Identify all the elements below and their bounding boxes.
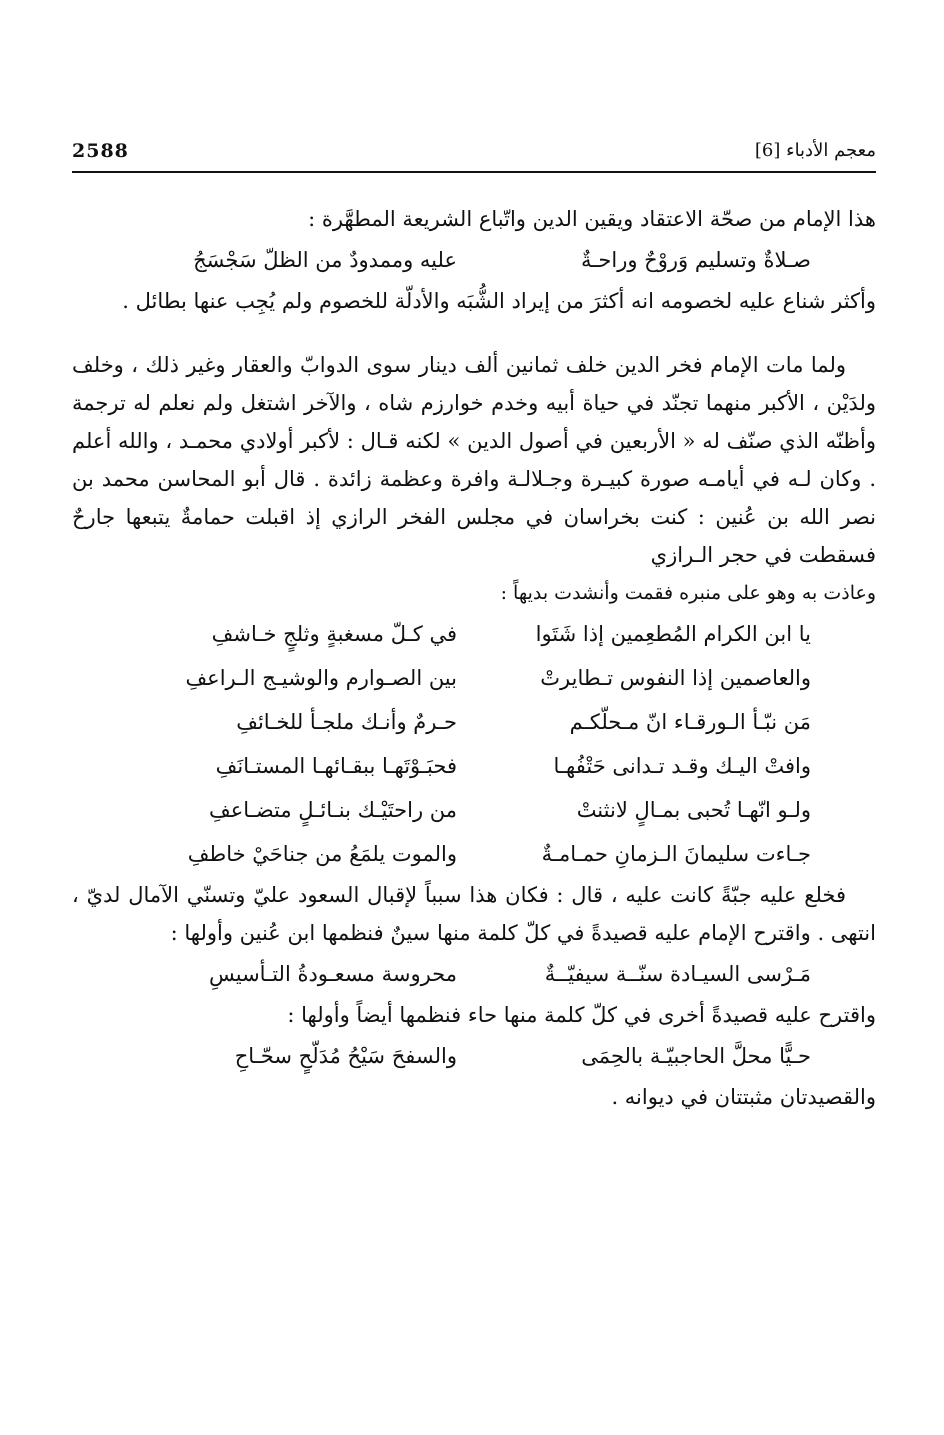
verse-second-hemistich: بين الصـوارم والوشيـج الـراعفِ [185,666,457,690]
verse-line [72,744,876,788]
paragraph: والقصيدتان مثبتتان في ديوانه . [611,1085,876,1109]
paragraph: واقترح عليه قصيدةً أخرى في كلّ كلمة منها حاء فنظمها أيضاً وأولها : [287,1003,876,1027]
verse-line [72,788,876,832]
verse-first-hemistich: مَـرْسى السيـادة سنّــة سيفيّــةٌ [544,962,811,986]
page-body [72,200,876,1116]
verse-line [72,656,876,700]
paragraph: ولما مات الإمام فخر الدين خلف ثمانين ألف دينار سوى الدوابّ والعقار وغير ذلك ، وخلف ولدَيْن ، الأكبر منهما تجنّد في حياة أبيه وخدم خوارزم شاه ، والآخر اشتغل ولم نعلم له ترجمة وأظنّه الذي صنّف له « الأربعين في أصول الدين » لكنه قـال : لأكبر أولادي محمـد ، والله أعلم . وكان لـه في أيامـه صورة كبيـرة وجـلالـة وافرة وعظمة زائدة . قال أبو المحاسن محمد بن نصر الله بن عُنين : كنت بخراسان في مجلس الفخر الرازي إذ اقبلت حمامةٌ يتبعها جارحٌ فسقطت في حجر الـرازي [72,353,876,567]
paragraph: وعاذت به وهو على منبره فقمت وأنشدت بديهاً : [500,582,876,604]
verse-first-hemistich: جـاءت سليمانَ الـزمانِ حمـامـةٌ [541,842,811,866]
verse-second-hemistich: فحبَـوْتَهـا ببقـائهـا المستـانَفِ [215,754,457,778]
verse-first-hemistich: يا ابن الكرام المُطعِمين إذا شَتَوا [535,622,811,646]
paragraph: وأكثر شناع عليه لخصومه انه أكثرَ من إيراد الشُّبَه والأدلّة للخصوم ولم يُجِب عنها بطائل . [122,289,876,313]
verse-second-hemistich: في كـلّ مسغبةٍ وثلجٍ خـاشفِ [211,622,457,646]
verse-line [72,238,876,282]
verse-first-hemistich: حـيًّا محلَّ الحاجبيّـة بالحِمَى [581,1044,811,1068]
verse-line [72,612,876,656]
verse-second-hemistich: حـرمٌ وأنـك ملجـأ للخـائفِ [236,710,457,734]
paragraph: هذا الإمام من صحّة الاعتقاد ويقين الدين واتّباع الشريعة المطهَّرة : [308,207,876,231]
page-header [72,140,876,170]
paragraph: فخلع عليه جبّةً كانت عليه ، قال : فكان هذا سبباً لإقبال السعود عليّ وتسنّي الآمال لديّ ، انتهى . واقترح الإمام عليه قصيدةً في كلّ كلمة منها سينٌ فنظمها ابن عُنين وأولها : [72,883,876,945]
verse-first-hemistich: مَن نبّـأ الـورقـاء انّ مـحلّكـم [569,710,811,734]
verse-line [72,1034,876,1078]
verse-first-hemistich: وافتْ اليـك وقـد تـدانى حَتْفُهـا [553,754,811,778]
verse-first-hemistich: والعاصمين إذا النفوس تـطايرتْ [540,666,811,690]
verse-first-hemistich: صـلاةٌ وتسليم وَروْحٌ وراحـةٌ [580,248,811,272]
verse-second-hemistich: عليه وممدودٌ من الظلّ سَجْسَجُ [193,248,457,272]
verse-line [72,832,876,876]
verse-first-hemistich: ولـو انّهـا تُحبى بمـالٍ لانثنتْ [576,798,811,822]
verse-second-hemistich: محروسة مسعـودةُ التـأسيسِ [208,962,457,986]
verse-line [72,700,876,744]
verse-line [72,952,876,996]
verse-second-hemistich: من راحتَيْـك بنـائـلٍ متضـاعفِ [209,798,457,822]
running-title: معجم الأدباء [6] [754,140,876,161]
page-number: 2588 [72,140,129,162]
verse-second-hemistich: والسفحَ سَيْحُ مُدَلّحٍ سحّـاحِ [234,1044,457,1068]
header-rule [72,171,876,173]
verse-second-hemistich: والموت يلمَعُ من جناحَيْ خاطفِ [187,842,457,866]
